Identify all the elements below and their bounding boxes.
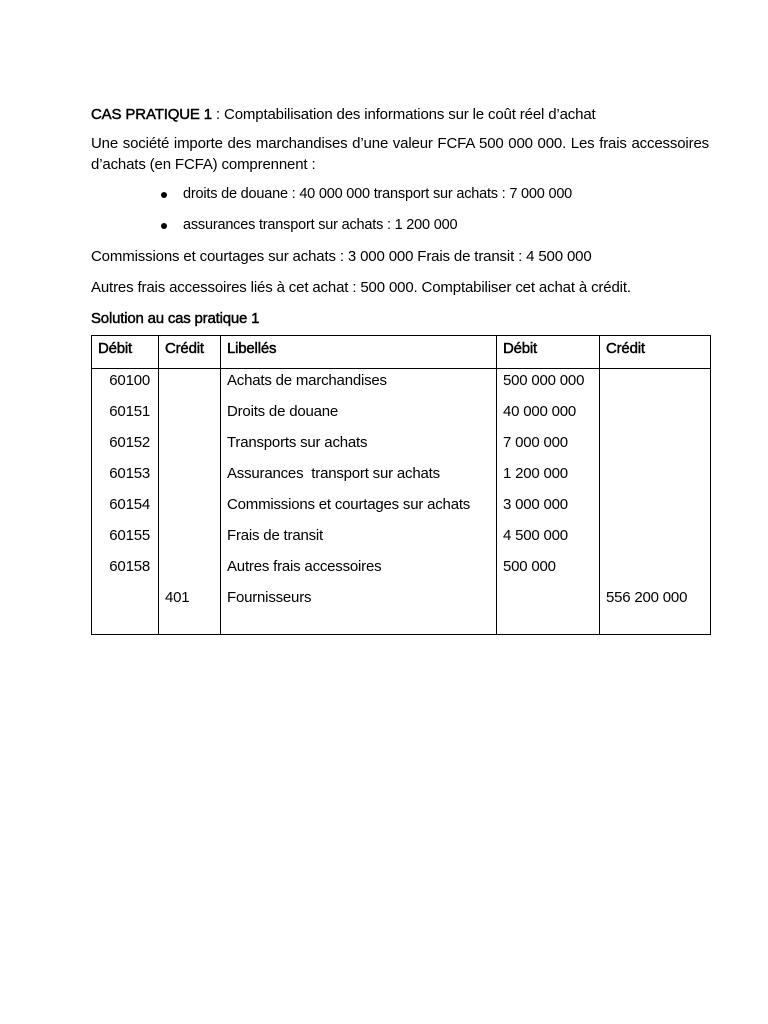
list-item — [91, 184, 709, 205]
label-cell: Assurances transport sur achats — [221, 462, 497, 493]
debit-amount-cell: 7 000 000 — [497, 431, 600, 462]
table-row — [92, 400, 711, 431]
credit-amount-cell — [600, 400, 711, 431]
debit-account-cell: 60153 — [92, 462, 159, 493]
case-title-text: : Comptabilisation des informations sur le coût réel d’achat — [211, 106, 596, 123]
credit-account-cell — [159, 462, 221, 493]
credit-amount-cell — [600, 555, 711, 586]
journal-table — [91, 335, 711, 635]
label-cell: Commissions et courtages sur achats — [221, 493, 497, 524]
credit-amount-cell: 556 200 000 — [600, 586, 711, 635]
debit-account-cell: 60100 — [92, 369, 159, 401]
debit-amount-cell: 40 000 000 — [497, 400, 600, 431]
other-fees-line: Autres frais accessoires liés à cet achat : 500 000. Comptabiliser cet achat à crédit. — [91, 279, 631, 296]
label-cell: Autres frais accessoires — [221, 555, 497, 586]
credit-account-cell — [159, 524, 221, 555]
bullet-icon — [161, 223, 167, 229]
list-item-text: droits de douane : 40 000 000 transport sur achats : 7 000 000 — [183, 186, 573, 202]
credit-amount-cell — [600, 524, 711, 555]
table-row — [92, 369, 711, 401]
debit-amount-cell: 4 500 000 — [497, 524, 600, 555]
table-row — [92, 462, 711, 493]
credit-account-cell — [159, 555, 221, 586]
debit-account-cell: 60154 — [92, 493, 159, 524]
debit-amount-cell — [497, 586, 600, 635]
debit-amount-cell: 500 000 000 — [497, 369, 600, 401]
case-title — [91, 104, 709, 125]
credit-amount-cell — [600, 493, 711, 524]
table-row — [92, 524, 711, 555]
debit-amount-cell: 1 200 000 — [497, 462, 600, 493]
list-item — [91, 215, 709, 236]
table-row — [92, 555, 711, 586]
credit-account-cell — [159, 400, 221, 431]
debit-account-cell — [92, 586, 159, 635]
credit-account-cell — [159, 369, 221, 401]
header-credit-account: Crédit — [159, 336, 221, 369]
table-row — [92, 586, 711, 635]
label-cell: Frais de transit — [221, 524, 497, 555]
label-cell: Fournisseurs — [221, 586, 497, 635]
solution-title: Solution au cas pratique 1 — [91, 310, 260, 327]
label-cell: Achats de marchandises — [221, 369, 497, 401]
header-debit-account: Débit — [92, 336, 159, 369]
table-header-row — [92, 336, 711, 369]
credit-amount-cell — [600, 369, 711, 401]
bullet-icon — [161, 192, 167, 198]
header-credit-amount: Crédit — [600, 336, 711, 369]
header-label: Libellés — [221, 336, 497, 369]
credit-account-cell — [159, 431, 221, 462]
debit-amount-cell: 500 000 — [497, 555, 600, 586]
table-row — [92, 493, 711, 524]
document-page — [91, 104, 709, 635]
header-debit-amount: Débit — [497, 336, 600, 369]
intro-paragraph: Une société importe des marchandises d’une valeur FCFA 500 000 000. Les frais accessoires d’achats (en FCFA) comprennent : — [91, 135, 709, 173]
credit-amount-cell — [600, 462, 711, 493]
credit-amount-cell — [600, 431, 711, 462]
debit-account-cell: 60151 — [92, 400, 159, 431]
credit-account-cell — [159, 493, 221, 524]
label-cell: Droits de douane — [221, 400, 497, 431]
debit-account-cell: 60158 — [92, 555, 159, 586]
debit-account-cell: 60155 — [92, 524, 159, 555]
case-title-label: CAS PRATIQUE 1 — [91, 106, 212, 123]
debit-amount-cell: 3 000 000 — [497, 493, 600, 524]
commissions-line: Commissions et courtages sur achats : 3 000 000 Frais de transit : 4 500 000 — [91, 248, 592, 265]
fees-list — [91, 184, 709, 236]
list-item-text: assurances transport sur achats : 1 200 000 — [183, 217, 458, 233]
debit-account-cell: 60152 — [92, 431, 159, 462]
table-row — [92, 431, 711, 462]
credit-account-cell: 401 — [159, 586, 221, 635]
label-cell: Transports sur achats — [221, 431, 497, 462]
